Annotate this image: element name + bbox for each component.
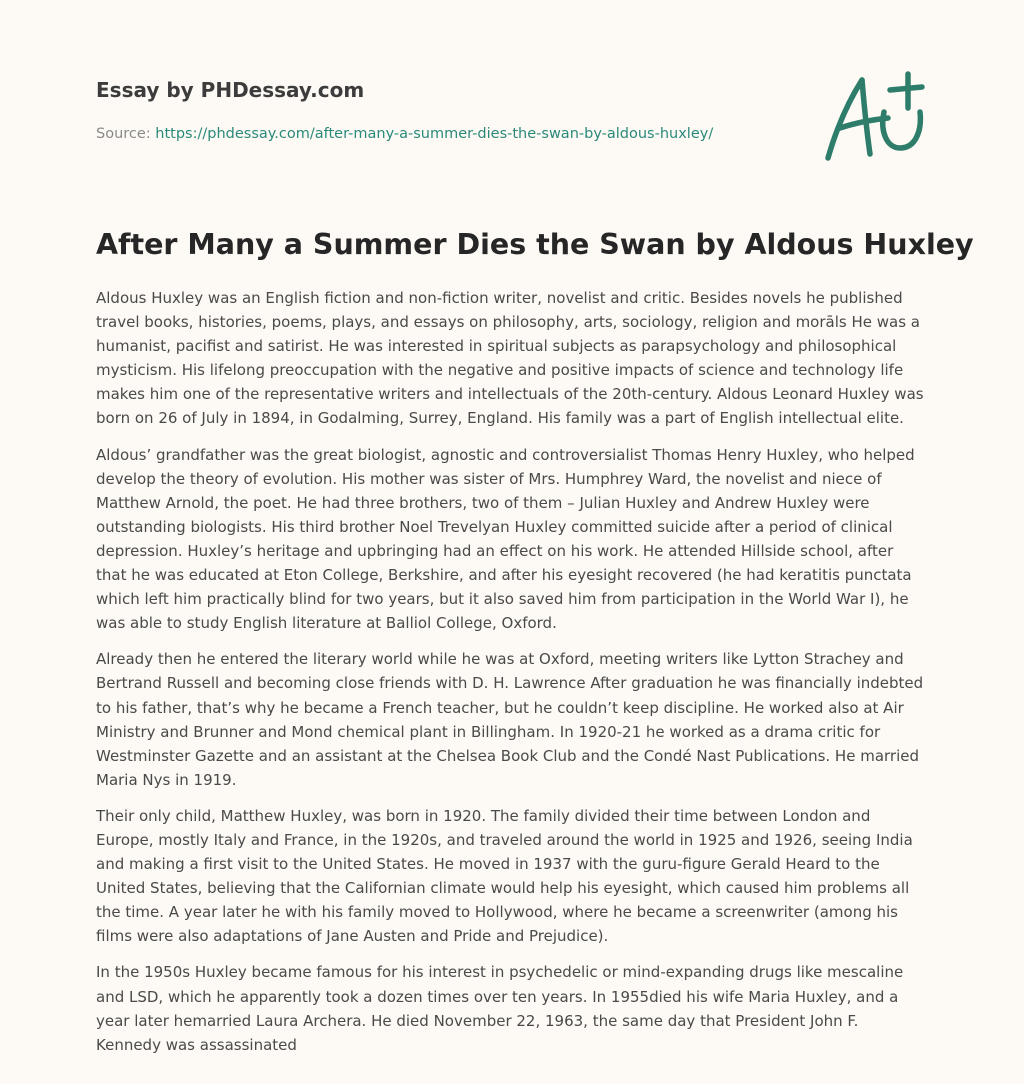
essay-paragraph: Already then he entered the literary world while he was at Oxford, meeting writers like Lytton Strachey and Bertrand Russell and becoming close friends with D. H. Lawrence After graduation he was financially indebted to his father, that’s why he became a French teacher, but he couldn’t keep discipline. He worked also at Air Ministry and Brunner and Mond chemical plant in Billingham. In 1920-21 he worked as a drama critic for Westminster Gazette and an assistant at the Chelsea Book Club and the Condé Nast Publications. He married Maria Nys in 1919. [96,650,924,789]
essay-paragraph: In the 1950s Huxley became famous for his interest in psychedelic or mind-expanding drugs like mescaline and LSD, which he apparently took a dozen times over ten years. In 1955died his wife Maria Huxley, and a year later hemarried Laura Archera. He died November 22, 1963, the same day that President John F. Kennedy was assassinated [96,963,904,1054]
source-line [96,124,796,144]
site-title: Essay by PHDessay.com [96,78,365,102]
a-plus-logo-icon [822,68,928,164]
essay-title: After Many a Summer Dies the Swan by Aldous Huxley [96,228,974,261]
source-label: Source: [96,126,151,142]
essay-paragraph: Aldous Huxley was an English fiction and non-fiction writer, novelist and critic. Besides novels he published travel books, histories, poems, plays, and essays on philosophy, arts, sociology, religion and morāls He was a humanist, pacifist and satirist. He was interested in spiritual subjects as parapsychology and philosophical mysticism. His lifelong preoccupation with the negative and positive impacts of science and technology life makes him one of the representative writers and intellectuals of the 20th-century. Aldous Leonard Huxley was born on 26 of July in 1894, in Godalming, Surrey, England. His family was a part of English intellectual elite. [96,289,924,428]
page-header [96,76,796,144]
essay-paragraph: Aldous’ grandfather was the great biologist, agnostic and controversialist Thomas Henry Huxley, who helped develop the theory of evolution. His mother was sister of Mrs. Humphrey Ward, the novelist and niece of Matthew Arnold, the poet. He had three brothers, two of them – Julian Huxley and Andrew Huxley were outstanding biologists. His third brother Noel Trevelyan Huxley committed suicide after a period of clinical depression. Huxley’s heritage and upbringing had an effect on his work. He attended Hillside school, after that he was educated at Eton College, Berkshire, and after his eyesight recovered (he had keratitis punctata which left him practically blind for two years, but it also saved him from participation in the World War I), he was able to study English literature at Balliol College, Oxford. [96,445,915,633]
essay-body [96,286,928,1069]
source-link[interactable]: https://phdessay.com/after-many-a-summer-dies-the-swan-by-aldous-huxley/ [155,126,714,142]
essay-paragraph: Their only child, Matthew Huxley, was born in 1920. The family divided their time between London and Europe, mostly Italy and France, in the 1920s, and traveled around the world in 1925 and 1926, seeing India and making a first visit to the United States. He moved in 1937 with the guru-figure Gerald Heard to the United States, believing that the Californian climate would help his eyesight, which caused him problems all the time. A year later he with his family moved to Hollywood, where he became a screenwriter (among his films were also adaptations of Jane Austen and Pride and Prejudice). [96,806,913,946]
